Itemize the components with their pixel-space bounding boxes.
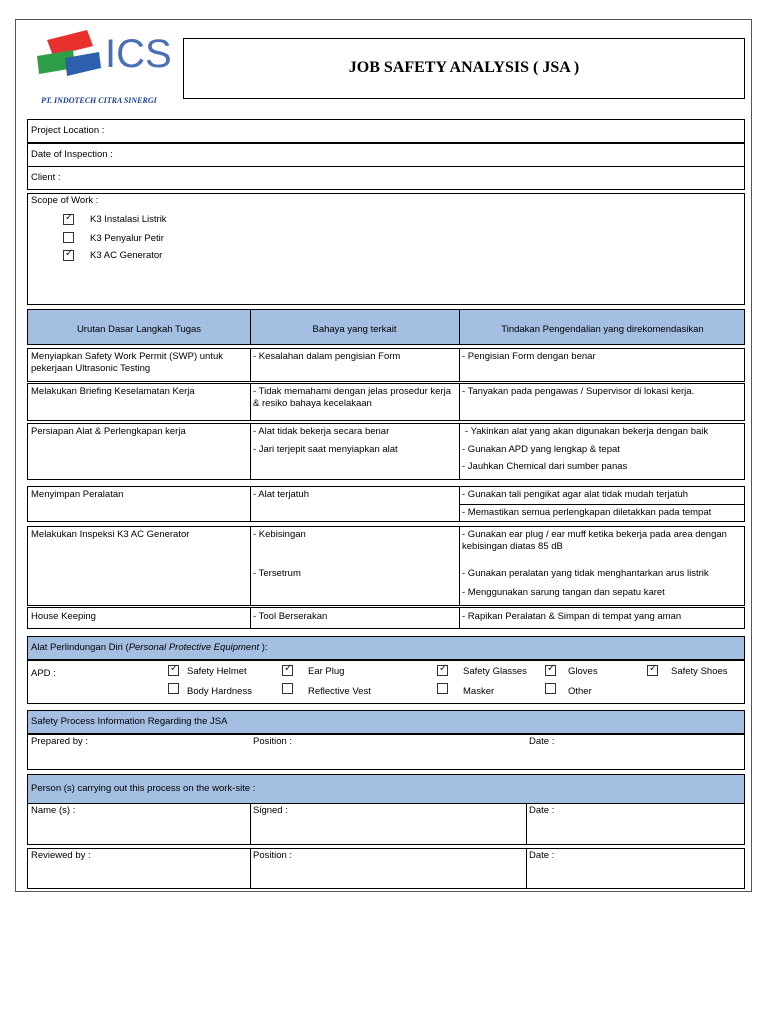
reviewed-box[interactable] [27,848,745,889]
reviewed-by-label: Reviewed by : [31,850,91,861]
control-item: - Gunakan APD yang lengkap & tepat [462,444,620,455]
ppe-checkbox-harness[interactable] [168,683,179,694]
table-row [27,348,745,382]
project-location-row[interactable] [27,119,745,143]
scope-label: Scope of Work : [31,195,99,206]
control-item: - Gunakan ear plug / ear muff ketika bekerja pada area dengan kebisingan diatas 85 dB [462,529,727,552]
scope-item-label: K3 Penyalur Petir [90,233,164,244]
ppe-checkbox-shoes[interactable] [647,665,658,676]
ppe-item-label: Body Hardness [187,686,252,697]
page-title: JOB SAFETY ANALYSIS ( JSA ) [348,59,580,76]
process-title: Safety Process Information Regarding the JSA [31,716,228,727]
task-step: Melakukan Briefing Keselamatan Kerja [31,386,195,397]
ppe-item-label: Masker [463,686,495,697]
control-item: - Pengisian Form dengan benar [462,351,596,362]
persons-box[interactable] [27,803,745,845]
name-label: Name (s) : [31,805,76,816]
ppe-item-label: Other [568,686,592,697]
ppe-title [31,642,268,654]
header-steps: Urutan Dasar Langkah Tugas [76,324,202,335]
title-box [183,38,745,99]
control-item: - Memastikan semua perlengkapan diletakkan pada tempat [462,507,712,518]
process-header [27,710,745,734]
prepared-by-label: Prepared by : [31,736,89,747]
ppe-title-end: ): [261,642,268,653]
ppe-checkbox-glasses[interactable] [437,665,448,676]
ppe-checkbox-gloves[interactable] [545,665,556,676]
control-item: - Tanyakan pada pengawas / Supervisor di lokasi kerja. [462,386,695,397]
company-logo [35,28,180,110]
ppe-box [27,660,745,704]
ppe-item-label: Safety Glasses [463,666,527,677]
check-icon: ✓ [649,663,658,674]
hazard-item: - Alat terjatuh [253,489,309,500]
task-step: House Keeping [31,611,96,622]
process-box[interactable] [27,734,745,770]
check-icon: ✓ [547,663,556,674]
ppe-item-label: Gloves [568,666,598,677]
date-inspection-label: Date of Inspection : [31,149,113,160]
scope-of-work-box [27,193,745,305]
check-icon: ✓ [65,212,74,223]
task-step: Menyiapkan Safety Work Permit (SWP) untuk pekerjaan Ultrasonic Testing [31,351,223,374]
scope-checkbox-petir[interactable] [63,232,74,243]
task-step: Melakukan Inspeksi K3 AC Generator [31,529,190,540]
header-controls: Tindakan Pengendalian yang direkomendasikan [501,324,704,335]
control-item: - Gunakan tali pengikat agar alat tidak mudah terjatuh [462,489,689,500]
ppe-checkbox-masker[interactable] [437,683,448,694]
control-item: - Jauhkan Chemical dari sumber panas [462,461,628,472]
ppe-checkbox-other[interactable] [545,683,556,694]
task-step: Menyimpan Peralatan [31,489,124,500]
company-name: PT. INDOTECH CITRA SINERGI [41,96,157,105]
date-label: Date : [529,850,555,861]
ppe-checkbox-vest[interactable] [282,683,293,694]
check-icon: ✓ [170,663,179,674]
ppe-checkbox-earplug[interactable] [282,665,293,676]
date-label: Date : [529,805,555,816]
client-row[interactable] [27,166,745,190]
logo-text: ICS [105,32,172,76]
hazard-item: - Kesalahan dalam pengisian Form [253,351,401,362]
hazard-item: - Alat tidak bekerja secara benar [253,426,390,437]
ppe-item-label: Ear Plug [308,666,345,677]
check-icon: ✓ [284,663,293,674]
logo-mark-icon [35,28,105,83]
header-hazards: Bahaya yang terkait [312,324,397,335]
task-step: Persiapan Alat & Perlengkapan kerja [31,426,186,437]
position-label: Position : [253,736,293,747]
date-inspection-row[interactable] [27,143,745,167]
persons-title: Person (s) carrying out this process on the work-site : [31,783,256,794]
control-item: - Rapikan Peralatan & Simpan di tempat yang aman [462,611,682,622]
client-label: Client : [31,172,61,183]
persons-header [27,774,745,804]
control-item: - Gunakan peralatan yang tidak menghantarkan arus listrik [462,568,709,579]
position-label: Position : [253,850,293,861]
ppe-header [27,636,745,660]
ppe-title-italic: Personal Protective Equipment [128,642,260,653]
table-row [27,423,745,480]
control-item: - Yakinkan alat yang akan digunakan bekerja dengan baik [465,426,709,437]
ppe-item-label: Reflective Vest [308,686,371,697]
scope-checkbox-listrik[interactable] [63,214,74,225]
hazard-item: - Tidak memahami dengan jelas prosedur kerja & resiko bahaya kecelakaan [253,386,452,409]
ppe-title-text: Alat Perlindungan Diri ( [31,642,129,653]
date-label: Date : [529,736,555,747]
project-location-label: Project Location : [31,125,105,136]
table-row [27,607,745,629]
hazard-item: - Kebisingan [253,529,306,540]
scope-checkbox-generator[interactable] [63,250,74,261]
check-icon: ✓ [65,248,74,259]
hazard-item: - Jari terjepit saat menyiapkan alat [253,444,398,455]
scope-item-label: K3 Instalasi Listrik [90,214,167,225]
table-row [27,486,745,522]
ppe-checkbox-helmet[interactable] [168,665,179,676]
apd-label: APD : [31,668,56,679]
table-row [27,526,745,606]
scope-item-label: K3 AC Generator [90,250,163,261]
hazard-item: - Tersetrum [253,568,301,579]
hazard-item: - Tool Berserakan [253,611,328,622]
table-row [27,383,745,421]
check-icon: ✓ [439,663,448,674]
ppe-item-label: Safety Helmet [187,666,247,677]
signed-label: Signed : [253,805,288,816]
ppe-item-label: Safety Shoes [671,666,728,677]
control-item: - Menggunakan sarung tangan dan sepatu karet [462,587,665,598]
table-header [27,309,745,345]
